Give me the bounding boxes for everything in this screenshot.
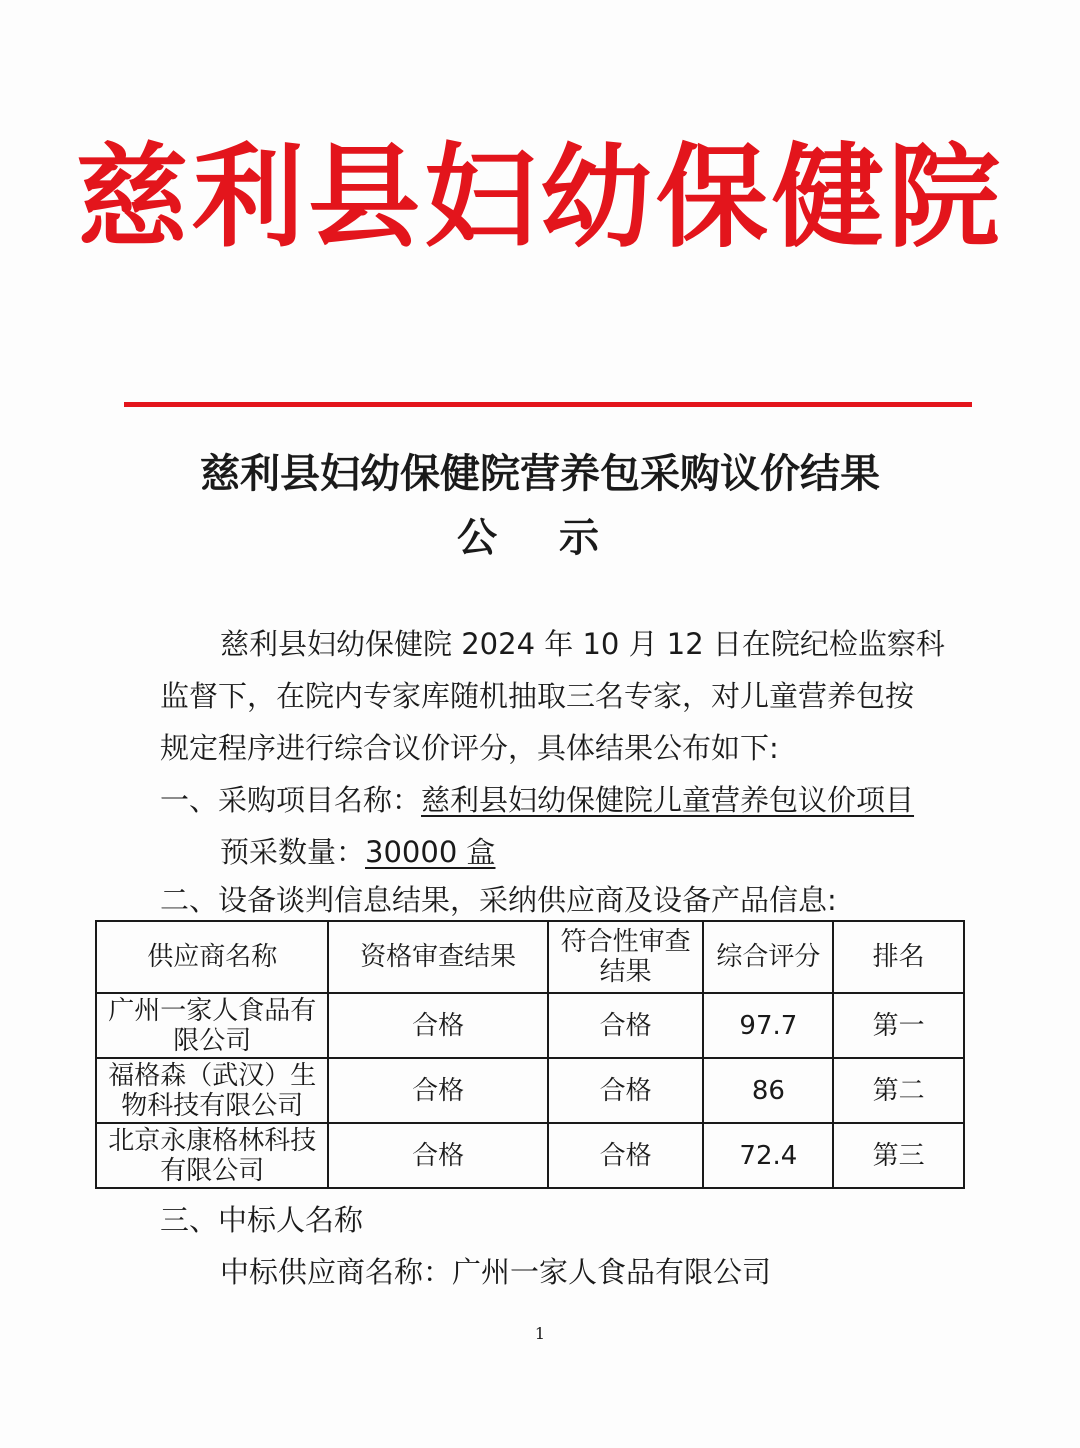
intro-line-3: 规定程序进行综合议价评分，具体结果公布如下: [160, 731, 779, 765]
table-header-row [96, 921, 964, 993]
compliance-cell: 合格 [548, 1123, 704, 1188]
section3-heading: 三、中标人名称 [160, 1203, 364, 1237]
results-table [95, 920, 965, 1189]
winner-line [220, 1252, 771, 1292]
section2-heading: 二、设备谈判信息结果，采纳供应商及设备产品信息: [160, 883, 837, 917]
table-row [96, 1058, 964, 1123]
qualification-cell: 合格 [328, 1058, 547, 1123]
score-cell: 86 [703, 1058, 833, 1123]
qualification-cell: 合格 [328, 993, 547, 1058]
intro-line-2: 监督下，在院内专家库随机抽取三名专家，对儿童营养包按 [160, 679, 915, 713]
supplier-cell: 北京永康格林科技有限公司 [96, 1123, 328, 1188]
notice-title: 慈利县妇幼保健院营养包采购议价结果 [200, 451, 880, 497]
project-name: 慈利县妇幼保健院儿童营养包议价项目 [421, 783, 915, 817]
rank-cell: 第一 [833, 993, 964, 1058]
quantity-value: 30000 盒 [365, 835, 496, 869]
table-row [96, 1123, 964, 1188]
quantity-label: 预采数量： [220, 835, 366, 869]
score-cell: 97.7 [703, 993, 833, 1058]
supplier-cell: 广州一家人食品有限公司 [96, 993, 328, 1058]
page-number: 1 [534, 1324, 546, 1343]
header-qualification: 资格审查结果 [328, 921, 547, 993]
header-compliance: 符合性审查结果 [548, 921, 704, 993]
winner-name: 广州一家人食品有限公司 [452, 1255, 772, 1289]
rank-cell: 第三 [833, 1123, 964, 1188]
section1-prefix: 一、采购项目名称： [160, 783, 422, 817]
compliance-cell: 合格 [548, 993, 704, 1058]
rank-cell: 第二 [833, 1058, 964, 1123]
section1-line [160, 780, 914, 820]
quantity-line [220, 832, 496, 872]
header-rank: 排名 [833, 921, 964, 993]
table-row [96, 993, 964, 1058]
score-cell: 72.4 [703, 1123, 833, 1188]
header-supplier: 供应商名称 [96, 921, 328, 993]
compliance-cell: 合格 [548, 1058, 704, 1123]
intro-line-1: 慈利县妇幼保健院 2024 年 10 月 12 日在院纪检监察科 [220, 627, 945, 661]
letterhead-title: 慈利县妇幼保健院 [76, 133, 1004, 263]
winner-label: 中标供应商名称： [220, 1255, 453, 1289]
qualification-cell: 合格 [328, 1123, 547, 1188]
notice-subtitle: 公 示 [457, 515, 623, 561]
letterhead-red-rule [124, 402, 972, 407]
supplier-cell: 福格森（武汉）生物科技有限公司 [96, 1058, 328, 1123]
header-score: 综合评分 [703, 921, 833, 993]
